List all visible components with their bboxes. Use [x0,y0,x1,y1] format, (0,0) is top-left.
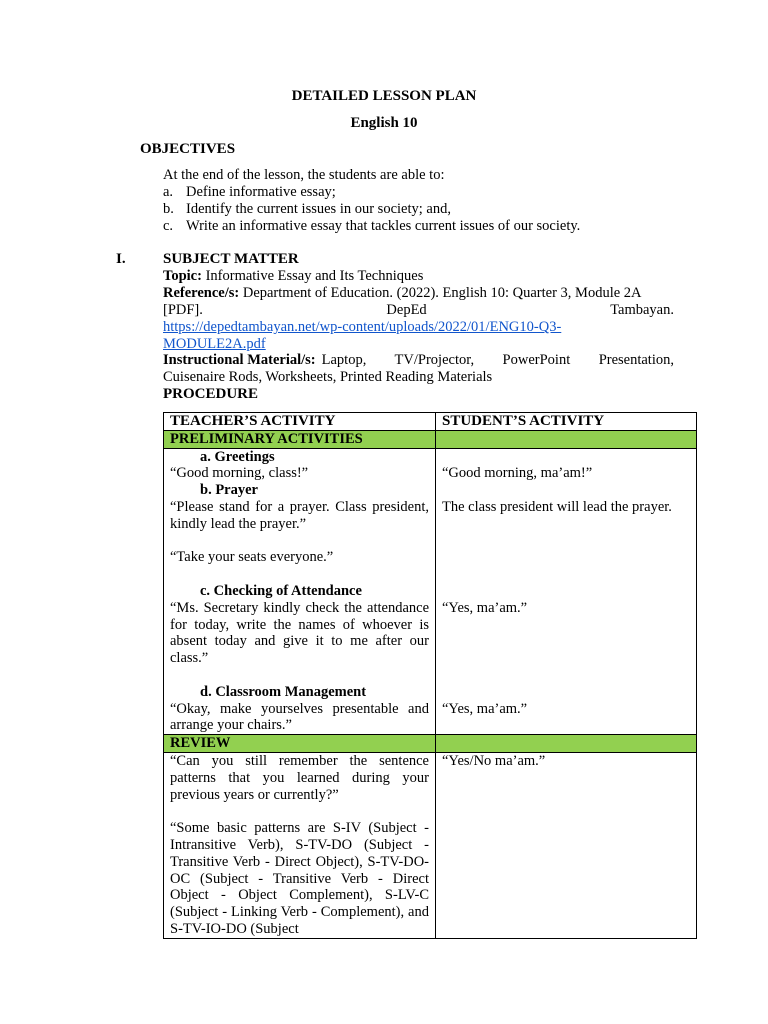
table-row [164,752,697,938]
section-numeral: I. [116,251,126,267]
document-title: DETAILED LESSON PLAN [291,88,477,104]
preliminary-label: PRELIMINARY ACTIVITIES [164,430,436,448]
review-row [164,735,697,753]
table-header-row [164,413,697,431]
student-cell [436,448,697,735]
objective-text: Identify the current issues in our society; and, [186,201,451,217]
prayer-student: The class president will lead the prayer. [442,498,672,515]
greetings-label: a. Greetings [200,448,275,465]
reference-format: [PDF]. [163,302,203,318]
review-patterns: “Some basic patterns are S-IV (Subject - Intransitive Verb), S-TV-DO (Subject - Transitive Verb - Direct Object), S-TV-DO-OC (Subject - Transitive Verb - Direct Object - Object Complement), S-LV-C (Subject - Linking Verb - Complement), and S-TV-IO-DO (Subject [170,820,429,937]
reference-line [163,285,642,302]
materials-line-2: Cuisenaire Rods, Worksheets, Printed Reading Materials [163,369,493,385]
reference-link-cont[interactable]: MODULE2A.pdf [163,336,266,352]
objectives-heading: OBJECTIVES [140,141,236,157]
objective-marker: c. [163,218,174,234]
review-question: “Can you still remember the sentence patterns that you learned during your previous years or currently?” [170,752,429,803]
management-teacher: “Okay, make yourselves presentable and arrange your chairs.” [170,700,429,734]
topic-value: Informative Essay and Its Techniques [205,268,424,284]
objective-item-a [163,184,336,201]
objective-text: Write an informative essay that tackles current issues of our society. [186,218,581,234]
materials-value: Laptop, TV/Projector, PowerPoint Presentation, [321,352,674,368]
student-activity-header: STUDENT’S ACTIVITY [436,413,697,431]
attendance-student: “Yes, ma’am.” [442,599,528,616]
objective-item-c [163,218,580,235]
teacher-activity-header: TEACHER’S ACTIVITY [164,413,436,431]
review-label: REVIEW [164,735,436,753]
topic-label: Topic: [163,268,202,284]
procedure-heading: PROCEDURE [163,386,259,402]
document-subtitle: English 10 [350,115,418,131]
prayer-teacher-2: “Take your seats everyone.” [170,549,334,566]
attendance-teacher: “Ms. Secretary kindly check the attendance for today, write the names of whoever is absent today and give it to me after our class.” [170,599,429,667]
teacher-cell [164,448,436,735]
objective-marker: b. [163,201,174,217]
teacher-cell [164,752,436,938]
objective-text: Define informative essay; [186,184,336,200]
table-row [164,448,697,735]
management-student: “Yes, ma’am.” [442,700,528,717]
objectives-intro: At the end of the lesson, the students are able to: [163,167,445,183]
greetings-student: “Good morning, ma’am!” [442,465,593,482]
materials-label: Instructional Material/s: [163,352,316,368]
reference-label: Reference/s: [163,285,240,301]
preliminary-row [164,430,697,448]
materials-line [163,352,674,369]
objective-item-b [163,201,451,218]
reference-site: Tambayan. [610,302,674,318]
reference-link[interactable]: https://depedtambayan.net/wp-content/uploads/2022/01/ENG10-Q3- [163,319,562,335]
reference-publisher: DepEd [386,302,427,318]
procedure-table [163,412,697,939]
review-answer: “Yes/No ma’am.” [442,752,546,769]
topic-line [163,268,423,285]
subject-matter-heading: SUBJECT MATTER [163,251,299,267]
reference-value: Department of Education. (2022). English 10: Quarter 3, Module 2A [242,285,642,301]
attendance-label: c. Checking of Attendance [200,582,362,599]
greetings-teacher: “Good morning, class!” [170,465,309,482]
preliminary-empty [436,430,697,448]
reference-line-2 [163,302,674,319]
management-label: d. Classroom Management [200,683,367,700]
prayer-label: b. Prayer [200,482,258,499]
review-empty [436,735,697,753]
objective-marker: a. [163,184,174,200]
student-cell [436,752,697,938]
prayer-teacher: “Please stand for a prayer. Class president, kindly lead the prayer.” [170,498,429,532]
